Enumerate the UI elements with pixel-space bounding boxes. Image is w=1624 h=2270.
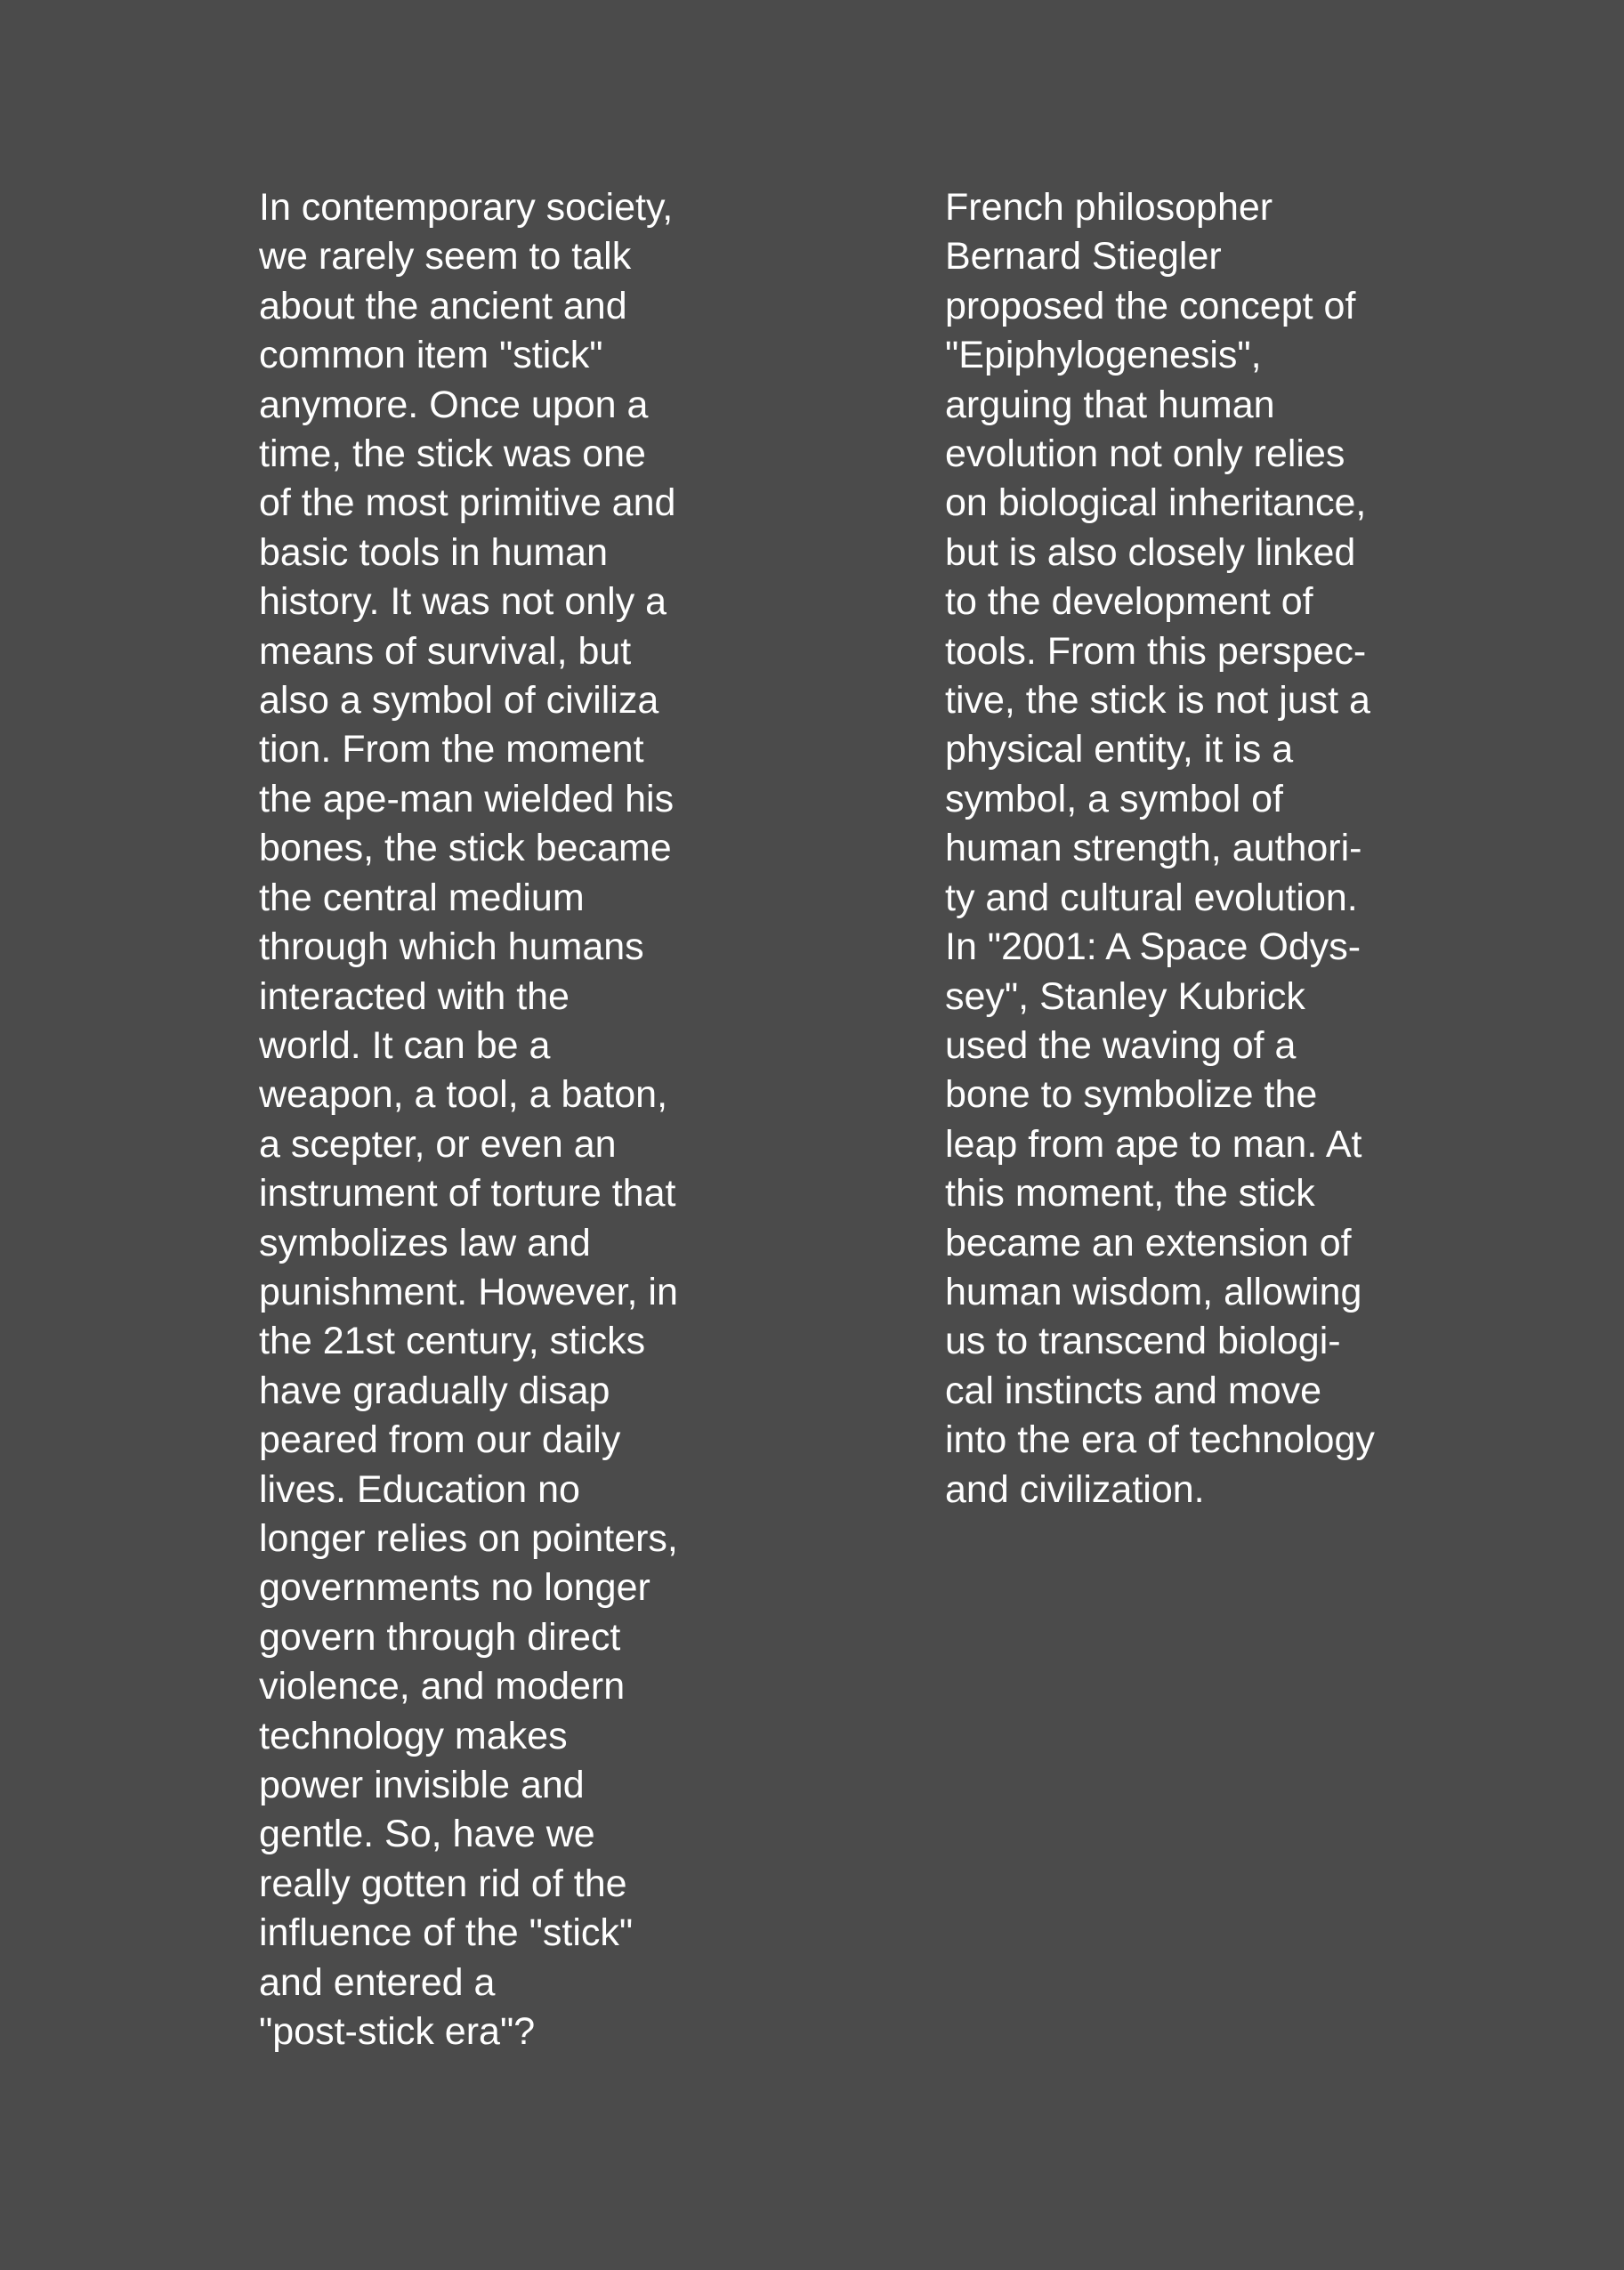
text-line: longer relies on pointers, xyxy=(259,1516,678,1560)
text-line: into the era of technology xyxy=(945,1418,1375,1462)
text-line: history. It was not only a xyxy=(259,580,667,624)
text-line: used the waving of a xyxy=(945,1023,1297,1067)
text-line: interacted with the xyxy=(259,974,570,1018)
text-line: ty and cultural evolution. xyxy=(945,876,1358,919)
text-line: In "2001: A Space Odys- xyxy=(945,925,1361,969)
text-line: tion. From the moment xyxy=(259,728,644,771)
text-line: cal instincts and move xyxy=(945,1369,1322,1412)
text-line: gentle. So, have we xyxy=(259,1813,595,1856)
text-line: physical entity, it is a xyxy=(945,728,1294,771)
text-line: proposed the concept of xyxy=(945,284,1356,327)
text-line: human strength, authori- xyxy=(945,827,1362,870)
text-line: tive, the stick is not just a xyxy=(945,679,1370,723)
text-line: us to transcend biologi- xyxy=(945,1320,1341,1363)
text-line: world. It can be a xyxy=(259,1023,551,1067)
text-line: peared from our daily xyxy=(259,1418,621,1462)
text-line: Bernard Stiegler xyxy=(945,235,1222,279)
text-line: symbolizes law and xyxy=(259,1221,591,1264)
text-line: tools. From this perspec- xyxy=(945,629,1367,673)
text-line: but is also closely linked xyxy=(945,530,1356,574)
text-line: have gradually disap xyxy=(259,1369,610,1412)
text-line: "post-stick era"? xyxy=(259,2010,536,2054)
text-line: arguing that human xyxy=(945,383,1275,426)
text-line: basic tools in human xyxy=(259,530,608,574)
text-line: the 21st century, sticks xyxy=(259,1320,646,1363)
text-line: human wisdom, allowing xyxy=(945,1270,1362,1313)
text-line: the central medium xyxy=(259,876,585,919)
text-line: In contemporary society, xyxy=(259,186,674,229)
text-line: time, the stick was one xyxy=(259,432,646,476)
text-line: bones, the stick became xyxy=(259,827,672,870)
text-line: means of survival, but xyxy=(259,629,632,673)
text-line: on biological inheritance, xyxy=(945,481,1367,525)
text-line: we rarely seem to talk xyxy=(259,235,632,279)
text-line: leap from ape to man. At xyxy=(945,1122,1362,1166)
text-line: technology makes xyxy=(259,1714,568,1757)
text-line: instrument of torture that xyxy=(259,1172,676,1216)
text-line: really gotten rid of the xyxy=(259,1862,627,1905)
text-line: this moment, the stick xyxy=(945,1172,1315,1216)
text-line: govern through direct xyxy=(259,1615,621,1659)
text-line: sey", Stanley Kubrick xyxy=(945,974,1305,1018)
text-line: about the ancient and xyxy=(259,284,627,327)
text-line: influence of the "stick" xyxy=(259,1911,634,1955)
right-text-column xyxy=(945,183,1375,1515)
text-line: anymore. Once upon a xyxy=(259,383,649,426)
text-line: the ape-man wielded his xyxy=(259,777,675,820)
text-line: a scepter, or even an xyxy=(259,1122,617,1166)
text-line: also a symbol of civiliza xyxy=(259,679,659,723)
text-line: to the development of xyxy=(945,580,1313,624)
text-line: punishment. However, in xyxy=(259,1270,678,1313)
text-line: of the most primitive and xyxy=(259,481,676,525)
text-line: through which humans xyxy=(259,925,644,969)
text-line: evolution not only relies xyxy=(945,432,1345,476)
text-line: weapon, a tool, a baton, xyxy=(259,1073,668,1117)
text-line: "Epiphylogenesis", xyxy=(945,334,1262,377)
left-text-column xyxy=(259,183,678,2056)
text-line: and civilization. xyxy=(945,1467,1205,1511)
text-line: and entered a xyxy=(259,1960,496,2004)
text-line: became an extension of xyxy=(945,1221,1352,1264)
text-line: symbol, a symbol of xyxy=(945,777,1283,820)
text-line: governments no longer xyxy=(259,1566,650,1610)
text-line: common item "stick" xyxy=(259,334,603,377)
text-line: French philosopher xyxy=(945,186,1273,229)
text-line: power invisible and xyxy=(259,1764,585,1806)
text-line: bone to symbolize the xyxy=(945,1073,1318,1117)
text-line: lives. Education no xyxy=(259,1467,580,1511)
text-line: violence, and modern xyxy=(259,1665,626,1709)
